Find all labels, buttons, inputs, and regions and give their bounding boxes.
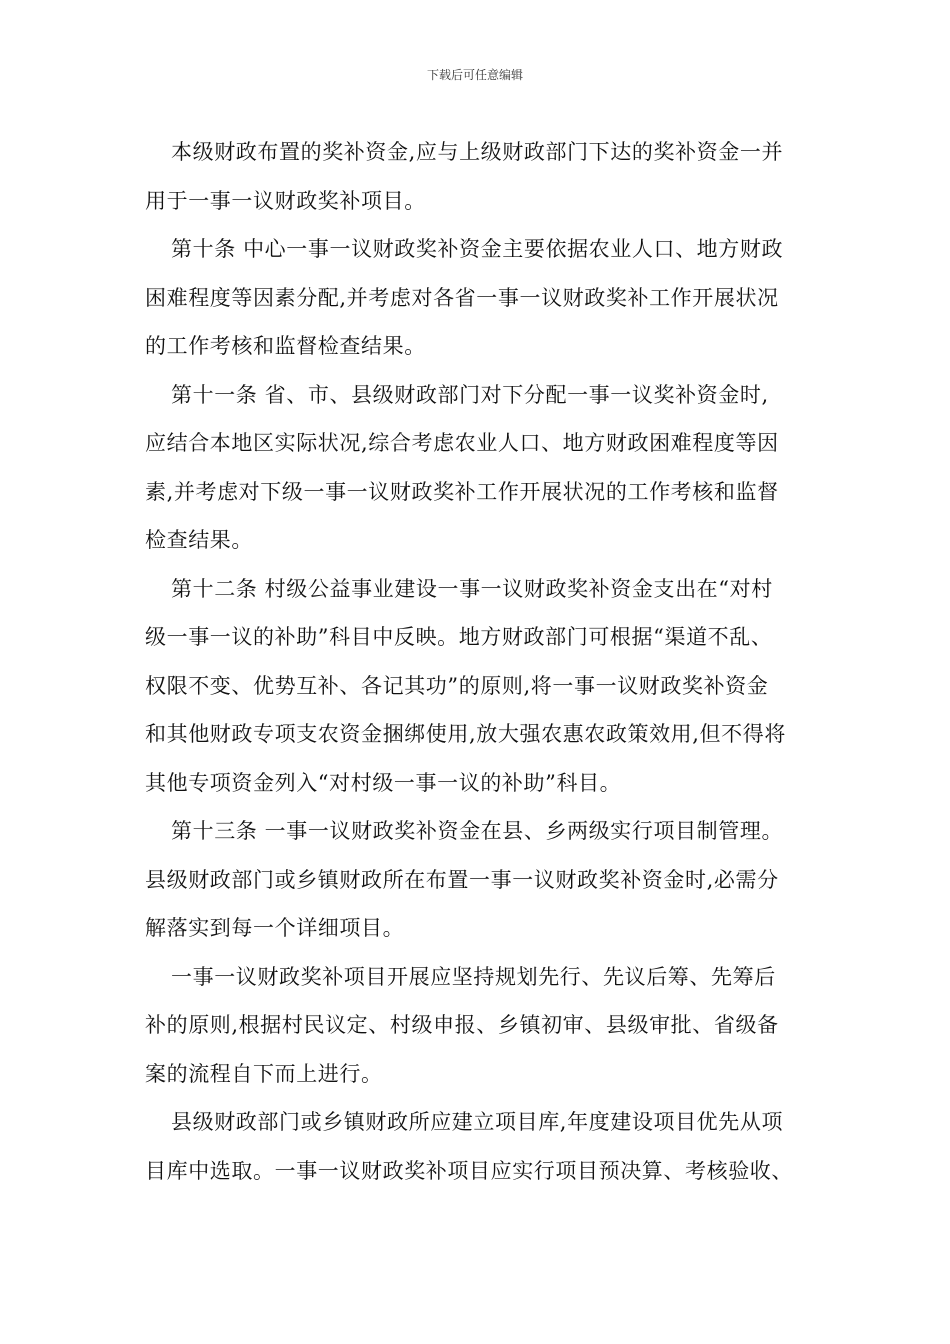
text-line: 县级财政部门或乡镇财政所在布置一事一议财政奖补资金时,必需分 <box>145 867 779 892</box>
text-line: 补的原则,根据村民议定、村级申报、乡镇初审、县级审批、省级备 <box>145 1013 779 1037</box>
text-line: 权限不变、优势互补、各记其功”的原则,将一事一议财政奖补资金 <box>145 673 769 698</box>
text-line: 的工作考核和监督检查结果。 <box>145 334 426 358</box>
text-line: 第十一条 省、市、县级财政部门对下分配一事一议奖补资金时, <box>171 382 769 407</box>
text-line: 本级财政布置的奖补资金,应与上级财政部门下达的奖补资金一并 <box>171 140 784 164</box>
text-line: 应结合本地区实际状况,综合考虑农业人口、地方财政困难程度等因 <box>145 431 779 455</box>
text-line: 素,并考虑对下级一事一议财政奖补工作开展状况的工作考核和监督 <box>145 479 779 504</box>
document-body <box>145 128 810 1195</box>
text-line: 解落实到每一个详细项目。 <box>145 916 405 940</box>
text-line: 案的流程自下而上进行。 <box>145 1061 383 1086</box>
text-line: 第十条 中心一事一议财政奖补资金主要依据农业人口、地方财政 <box>171 237 784 261</box>
text-line: 目库中选取。一事一议财政奖补项目应实行项目预决算、考核验收、 <box>145 1158 793 1183</box>
page-header: 下载后可任意编辑 <box>426 68 523 82</box>
text-line: 县级财政部门或乡镇财政所应建立项目库,年度建设项目优先从项 <box>171 1110 784 1134</box>
text-line: 检查结果。 <box>145 528 253 552</box>
text-line: 一事一议财政奖补项目开展应坚持规划先行、先议后筹、先筹后 <box>171 964 776 989</box>
text-line: 和其他财政专项支农资金捆绑使用,放大强农惠农政策效用,但不得将 <box>145 722 786 746</box>
text-line: 困难程度等因素分配,并考虑对各省一事一议财政奖补工作开展状况 <box>145 285 779 310</box>
text-line: 第十三条 一事一议财政奖补资金在县、乡两级实行项目制管理。 <box>171 819 784 843</box>
text-line: 级一事一议的补助”科目中反映。地方财政部门可根据“渠道不乱、 <box>145 625 773 649</box>
text-line: 第十二条 村级公益事业建设一事一议财政奖补资金支出在“对村 <box>171 576 773 601</box>
text-line: 用于一事一议财政奖补项目。 <box>145 188 426 213</box>
text-line: 其他专项资金列入“对村级一事一议的补助”科目。 <box>145 770 622 795</box>
